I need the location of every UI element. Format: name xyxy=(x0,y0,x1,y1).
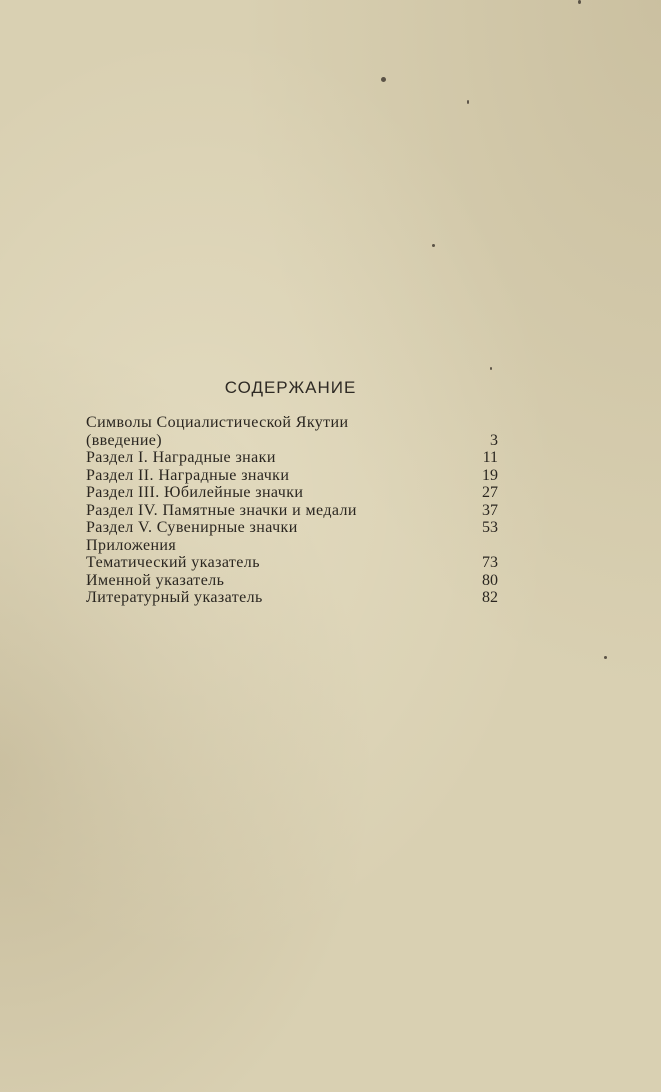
toc-entry-label: Символы Социалистической Якутии xyxy=(86,414,349,431)
toc-entry-page: 11 xyxy=(482,449,498,466)
toc-entry-page: 3 xyxy=(490,431,498,449)
toc-entry-label: (введение) xyxy=(86,431,163,449)
toc-entry-page: 80 xyxy=(482,571,498,589)
toc-entry-label: Именной указатель xyxy=(86,571,225,589)
toc-entry xyxy=(86,554,498,572)
toc-entry-page: 19 xyxy=(482,466,498,484)
paper-speck xyxy=(467,100,469,104)
toc-entry-page: 53 xyxy=(482,519,498,536)
toc-entry-label: Литературный указатель xyxy=(86,589,263,606)
toc-entry-page: 73 xyxy=(482,554,498,571)
table-of-contents xyxy=(86,414,498,607)
toc-entry-page: 37 xyxy=(482,501,498,519)
paper-speck xyxy=(381,77,386,82)
toc-entry xyxy=(86,432,498,450)
toc-entry xyxy=(86,589,498,607)
paper-speck xyxy=(432,244,435,247)
toc-entry-label: Раздел I. Наградные знаки xyxy=(86,449,276,466)
paper-speck xyxy=(578,0,581,4)
toc-entry-label: Раздел V. Сувенирные значки xyxy=(86,519,298,536)
toc-entry-page: 82 xyxy=(482,589,498,606)
toc-entry-label: Раздел IV. Памятные значки и медали xyxy=(86,501,357,519)
toc-entry-label: Раздел III. Юбилейные значки xyxy=(86,484,304,501)
toc-entry-label: Приложения xyxy=(86,536,177,554)
paper-speck xyxy=(604,656,607,659)
toc-entry xyxy=(86,414,498,432)
toc-entry xyxy=(86,519,498,537)
toc-entry-page: 27 xyxy=(482,484,498,501)
toc-entry xyxy=(86,449,498,467)
toc-entry-label: Тематический указатель xyxy=(86,554,260,571)
table-of-contents-heading: СОДЕРЖАНИЕ xyxy=(224,378,357,397)
paper-speck xyxy=(490,367,492,370)
toc-entry xyxy=(86,467,498,485)
toc-entry xyxy=(86,572,498,590)
toc-entry xyxy=(86,502,498,520)
toc-entry-label: Раздел II. Наградные значки xyxy=(86,466,290,484)
toc-entry xyxy=(86,484,498,502)
toc-entry xyxy=(86,537,498,555)
